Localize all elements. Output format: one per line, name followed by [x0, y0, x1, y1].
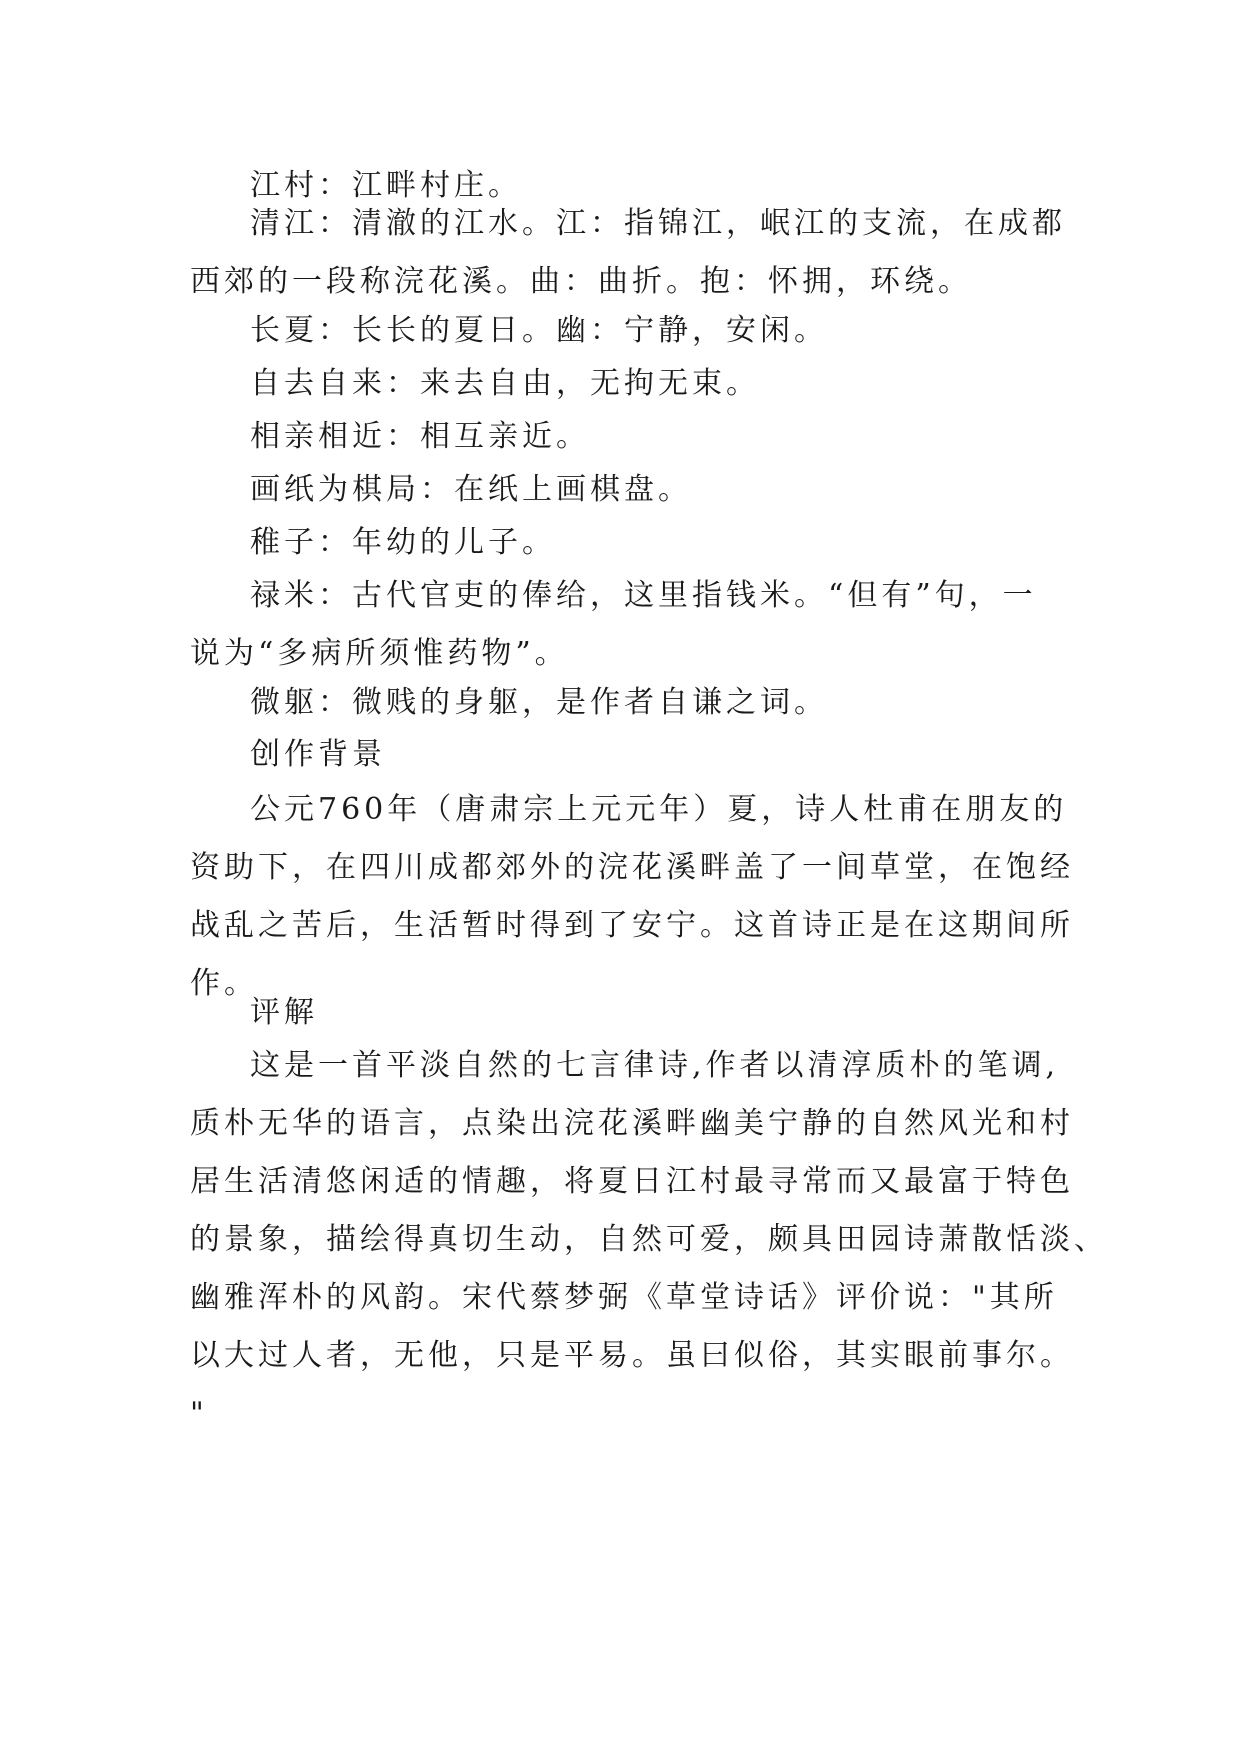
text-line: 这是一首平淡自然的七言律诗,作者以清淳质朴的笔调,: [250, 1048, 1060, 1083]
note-lumi: [190, 567, 1070, 683]
note-weiqu: [190, 674, 1070, 732]
text-line: 作。: [190, 966, 258, 1001]
text-line: 居生活清悠闲适的情趣，将夏日江村最寻常而又最富于特色: [190, 1164, 1074, 1199]
text-line: 江村：江畔村庄。: [250, 168, 522, 203]
text-line: 禄米：古代官吏的俸给，这里指钱米。“但有”句，一: [250, 578, 1037, 613]
text-line: 以大过人者，无他，只是平易。虽曰似俗，其实眼前事尔。: [190, 1338, 1074, 1373]
text-line: 幽雅浑朴的风韵。宋代蔡梦弼《草堂诗话》评价说："其所: [190, 1280, 1058, 1315]
text-line: 画纸为棋局：在纸上画棋盘。: [250, 472, 692, 507]
text-line: 稚子：年幼的儿子。: [250, 525, 556, 560]
text-line: 长夏：长长的夏日。幽：宁静，安闲。: [250, 313, 828, 348]
text-line: 自去自来：来去自由，无拘无束。: [250, 366, 760, 401]
text-line: ": [190, 1396, 208, 1431]
note-qingjiang: [190, 195, 1070, 311]
text-line: 质朴无华的语言，点染出浣花溪畔幽美宁静的自然风光和村: [190, 1106, 1074, 1141]
text-line: 西郊的一段称浣花溪。曲：曲折。抱：怀拥，环绕。: [190, 264, 972, 299]
heading-text: 评解: [250, 995, 318, 1030]
text-line: 资助下，在四川成都郊外的浣花溪畔盖了一间草堂，在饱经: [190, 850, 1074, 885]
text-line: 相亲相近：相互亲近。: [250, 419, 590, 454]
text-line: 微躯：微贱的身躯，是作者自谦之词。: [250, 685, 828, 720]
text-line: 公元760年（唐肃宗上元元年）夏，诗人杜甫在朋友的: [250, 792, 1068, 827]
section-heading-review: [190, 984, 1070, 1042]
text-line: 清江：清澈的江水。江：指锦江，岷江的支流，在成都: [250, 206, 1066, 241]
note-huazhiweiqiju: [190, 461, 1070, 519]
text-line: 的景象，描绘得真切生动，自然可爱，颇具田园诗萧散恬淡、: [190, 1222, 1108, 1257]
background-paragraph: [190, 781, 1074, 1013]
review-paragraph: [190, 1037, 1108, 1443]
section-heading-background: [190, 726, 1070, 784]
text-line: 说为“多病所须惟药物”。: [190, 636, 569, 671]
text-line: 战乱之苦后，生活暂时得到了安宁。这首诗正是在这期间所: [190, 908, 1074, 943]
note-xiangqinxiangjin: [190, 408, 1070, 466]
note-zhizi: [190, 514, 1070, 572]
note-ziquzilai: [190, 355, 1070, 413]
note-changxia: [190, 302, 1070, 360]
heading-text: 创作背景: [250, 737, 386, 772]
